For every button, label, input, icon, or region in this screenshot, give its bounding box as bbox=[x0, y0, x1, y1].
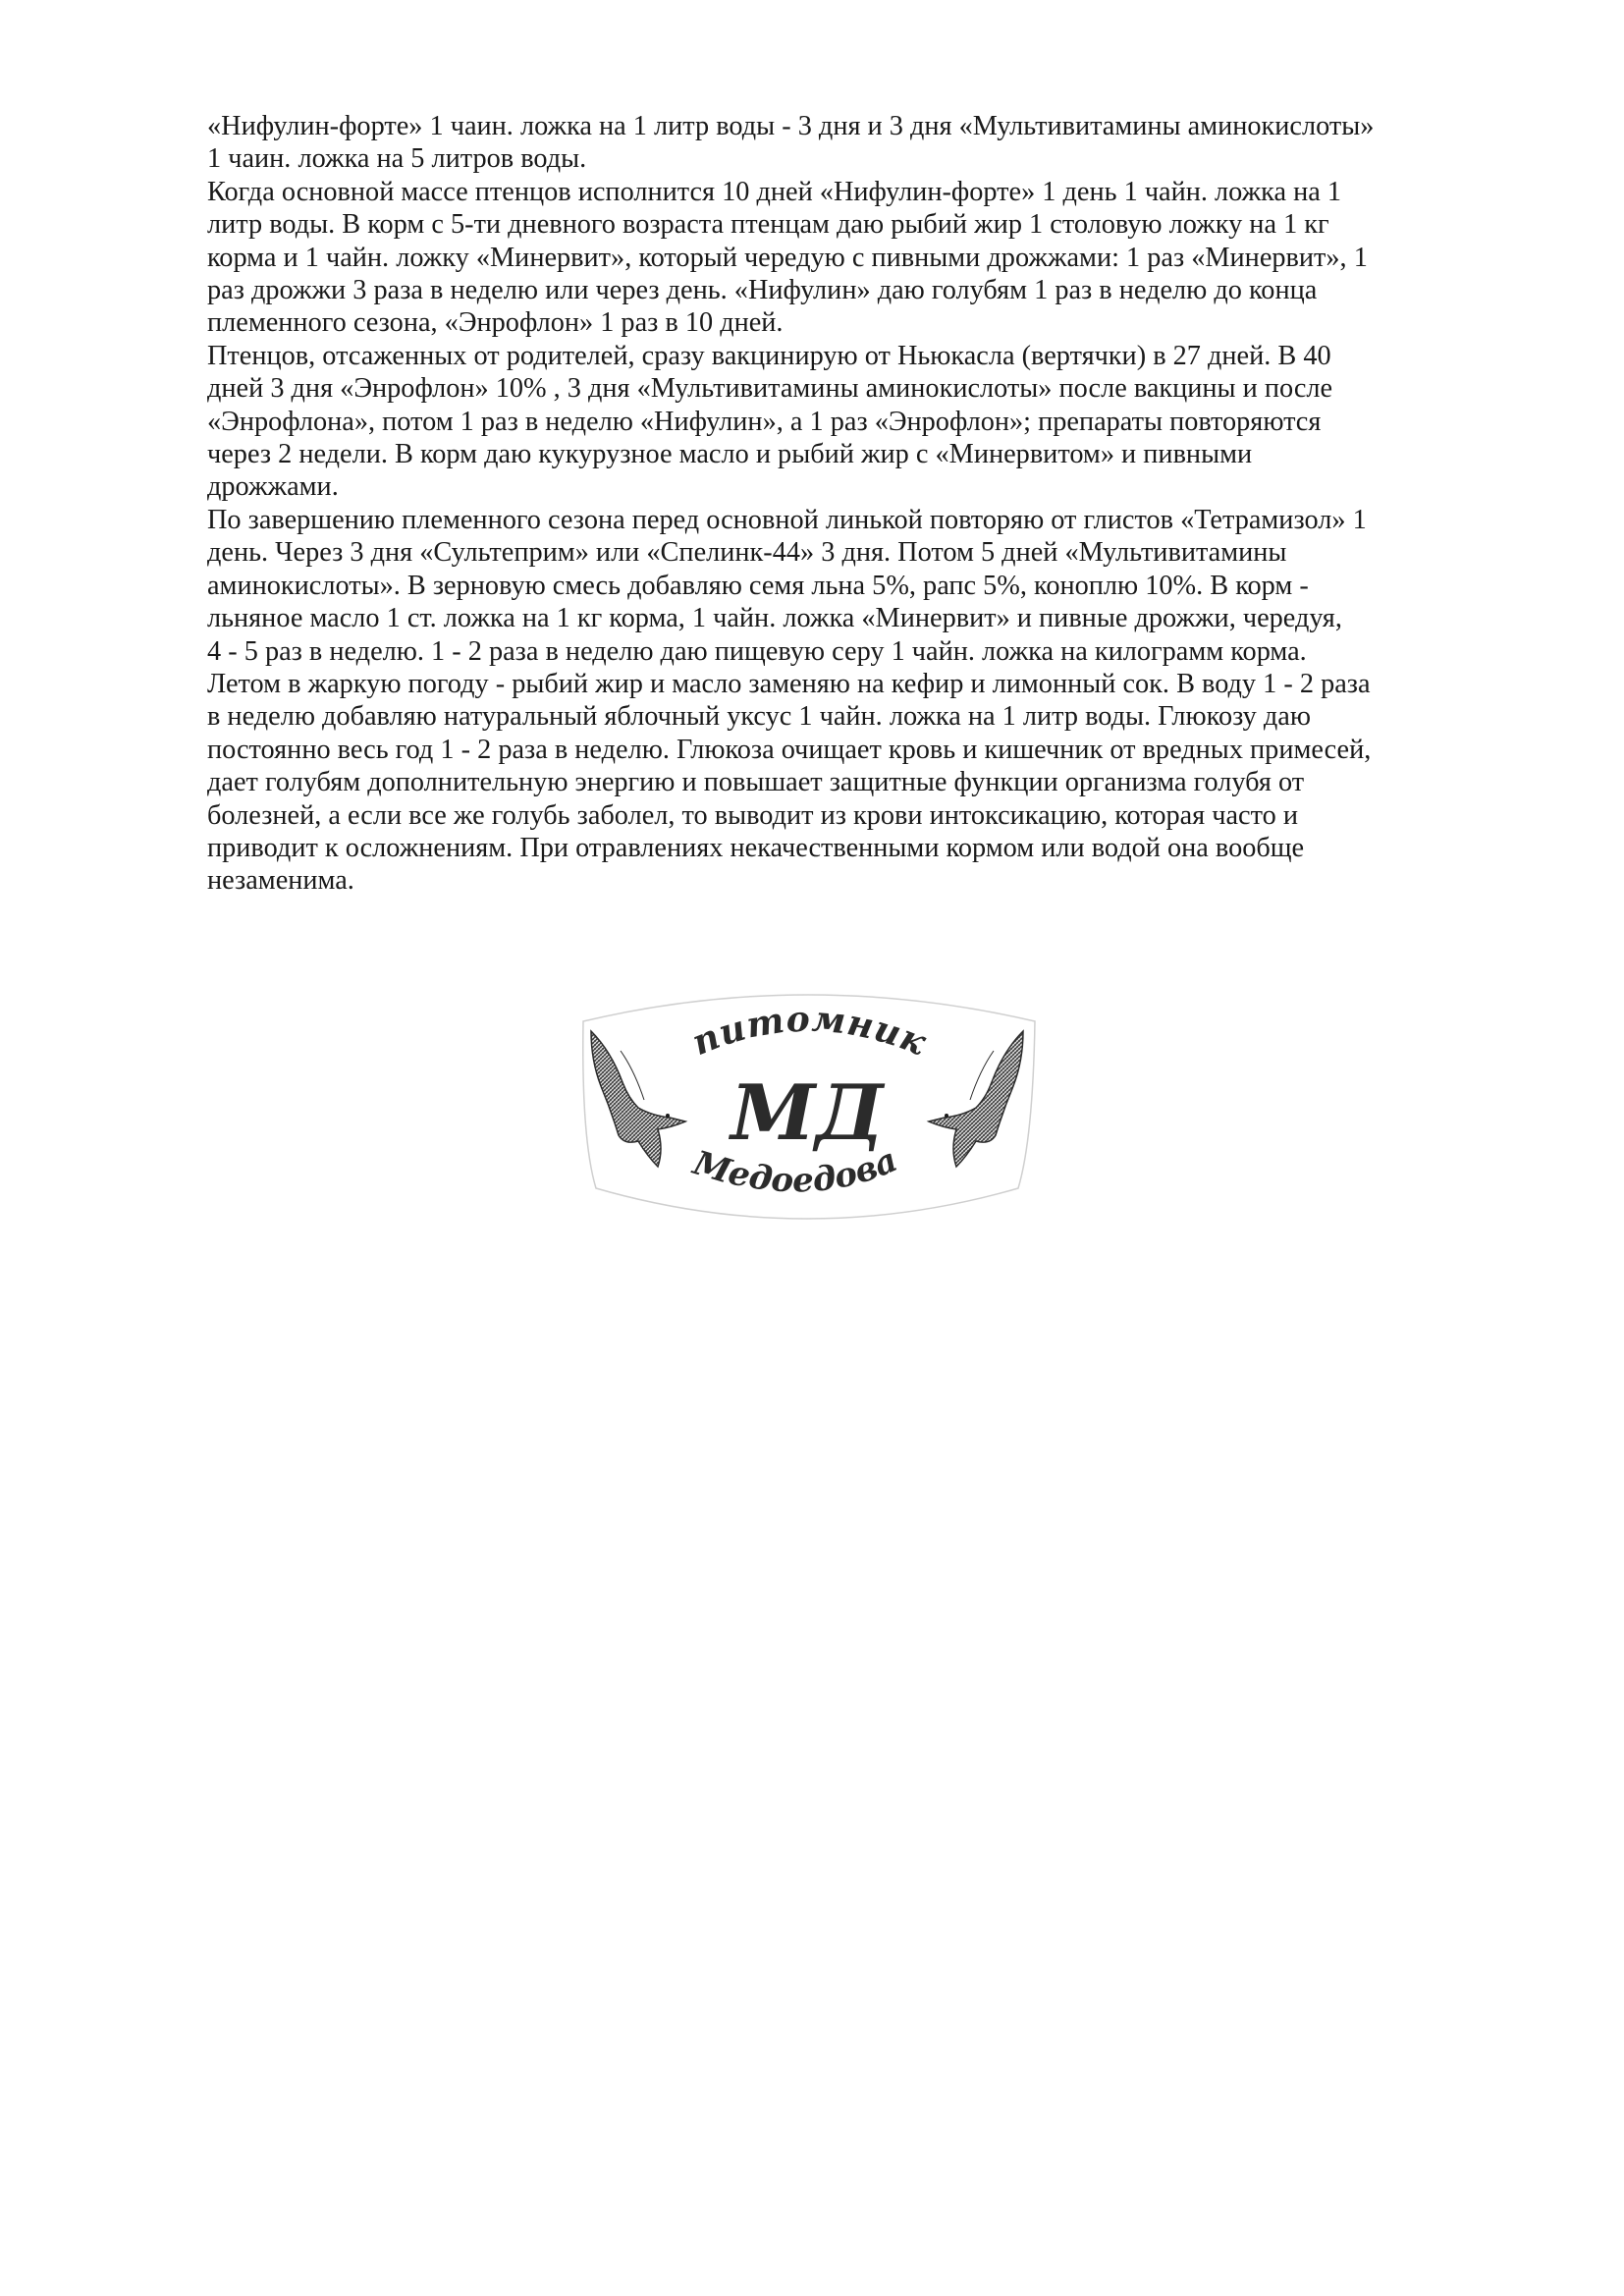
text-line: дает голубям дополнительную энергию и повышает защитные функции организма голубя от bbox=[207, 767, 1305, 798]
right-dove-icon bbox=[929, 1031, 1023, 1167]
text-line: Птенцов, отсаженных от родителей, сразу вакцинирую от Ньюкасла (вертячки) в 27 дней. В 40 bbox=[207, 340, 1331, 371]
text-line: 4 - 5 раз в неделю. 1 - 2 раза в неделю даю пищевую серу 1 чайн. ложка на килограмм корма. bbox=[207, 635, 1307, 667]
text-line: раз дрожжи 3 раза в неделю или через день. «Нифулин» даю голубям 1 раз в неделю до конца bbox=[207, 275, 1318, 306]
text-line: в неделю добавляю натуральный яблочный уксус 1 чайн. ложка на 1 литр воды. Глюкозу даю bbox=[207, 701, 1311, 733]
left-dove-icon bbox=[591, 1031, 685, 1167]
text-line: болезней, а если все же голубь заболел, то выводит из крови интоксикацию, которая часто и bbox=[207, 799, 1298, 831]
text-line: постоянно весь год 1 - 2 раза в неделю. Глюкоза очищает кровь и кишечник от вредных примесей, bbox=[207, 734, 1372, 765]
text-line: льняное масло 1 ст. ложка на 1 кг корма, 1 чайн. ложка «Минервит» и пивные дрожжи, чередуя, bbox=[207, 603, 1342, 634]
text-line: «Энрофлона», потом 1 раз в неделю «Нифулин», а 1 раз «Энрофлон»; препараты повторяются bbox=[207, 406, 1322, 437]
text-line: день. Через 3 дня «Сультеприм» или «Спелинк-44» 3 дня. Потом 5 дней «Мультивитамины bbox=[207, 537, 1287, 569]
text-line: незаменима. bbox=[207, 865, 354, 897]
nursery-logo bbox=[562, 992, 1053, 1223]
text-line: приводит к осложнениям. При отравлениях некачественными кормом или водой она вообще bbox=[207, 832, 1305, 863]
text-line: 1 чаин. ложка на 5 литров воды. bbox=[207, 143, 587, 175]
logo-monogram: МД bbox=[731, 1068, 884, 1158]
text-line: аминокислоты». В зерновую смесь добавляю семя льна 5%, рапс 5%, коноплю 10%. В корм - bbox=[207, 570, 1309, 601]
text-line: дрожжами. bbox=[207, 471, 339, 503]
text-line: «Нифулин-форте» 1 чаин. ложка на 1 литр воды - 3 дня и 3 дня «Мультивитамины аминокислоты» bbox=[207, 111, 1375, 141]
logo-bottom-text: Медоедова bbox=[688, 1140, 903, 1201]
text-line: дней 3 дня «Энрофлон» 10% , 3 дня «Мультивитамины аминокислоты» после вакцины и после bbox=[207, 373, 1333, 405]
text-line: литр воды. В корм с 5-ти дневного возраста птенцам даю рыбий жир 1 столовую ложку на 1 кг bbox=[207, 209, 1329, 241]
text-line: Летом в жаркую погоду - рыбий жир и масло заменяю на кефир и лимонный сок. В воду 1 - 2 раза bbox=[207, 668, 1371, 699]
text-line: корма и 1 чайн. ложку «Минервит», который чередую с пивными дрожжами: 1 раз «Минервит», 1 bbox=[207, 242, 1368, 273]
text-line: племенного сезона, «Энрофлон» 1 раз в 10 дней. bbox=[207, 307, 784, 339]
document-text bbox=[207, 110, 1484, 898]
text-line: По завершению племенного сезона перед основной линькой повторяю от глистов «Тетрамизол» 1 bbox=[207, 504, 1367, 535]
logo-top-text: питомник bbox=[685, 998, 933, 1065]
text-line: через 2 недели. В корм даю кукурузное масло и рыбий жир с «Минервитом» и пивными bbox=[207, 439, 1253, 470]
text-line: Когда основной массе птенцов исполнится 10 дней «Нифулин-форте» 1 день 1 чайн. ложка на 1 bbox=[207, 176, 1342, 207]
